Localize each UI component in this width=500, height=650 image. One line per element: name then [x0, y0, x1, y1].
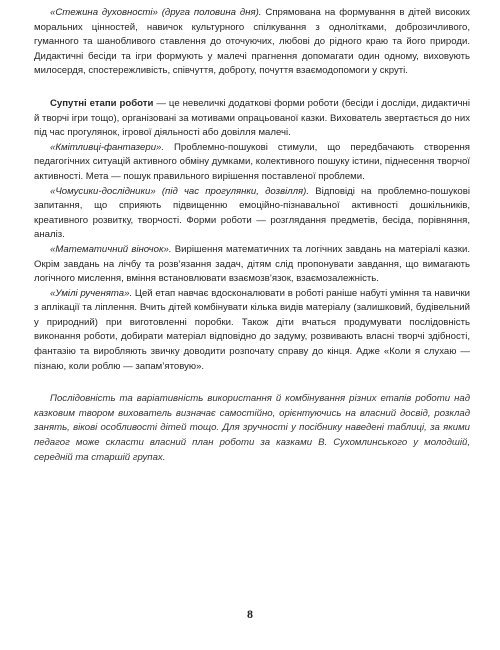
paragraph-spiritual-path — [34, 6, 470, 79]
paragraph-lead: Супутні етапи роботи — [50, 97, 154, 109]
paragraph-text: Цей етап навчає вдосконалювати в роботі раніше набуті уміння та навички з аплікації та ліплення. Вчить дітей комбінувати кілька видів матеріалу (залишковий, будівельний у природний) при виготовленні поробки. Також діти вчаться продумувати послідовність виконання роботи, добирати матеріал відповідно до задуму, розвивають власні творчі здібності, фантазію та виробляють звичку доводити розпочату справу до кінця. Адже «Коли я слухаю — пізнаю, коли роблю — запам’ятовую». — [34, 287, 470, 372]
paragraph-math-wreath — [34, 243, 470, 287]
paragraph-text: Спрямована на формування в дітей високих моральних цінностей, навичок культурного спілкування з однолітками, доброзичливого, гуманного та шанобливого ставлення до оточуючих, любові до рідного краю та його природи. Дидактичні бесіди та ігри формують у малечі прагнення допомагати один одному, виховують милосердя, спостережливість, співчуття, доброту, почуття взаємодопомоги у скруті. — [34, 7, 470, 77]
paragraph-lead: «Умілі рученята». — [50, 287, 133, 299]
paragraph-text: Проблемно-пошукові стимули, що передбачають створення педагогічних ситуацій активного обміну думками, колективного пошуку істини, піднесення творчої активності. Мета — пошук правильного вирішення поставленої проблеми. — [34, 141, 470, 182]
paragraph-curious-researchers — [34, 185, 470, 243]
paragraph-conclusion: Послідовність та варіативність використання й комбінування різних етапів роботи над казковим твором вихователь визначає самостійно, орієнтуючись на власний досвід, розклад занять, вікові особливості дітей тощо. Для зручності у посібнику наведені таблиці, за якими педагог може скласти власний план роботи за казками В. Сухомлинського у молодшій, середній та старшій групах. — [34, 393, 470, 463]
paragraph-clever-dreamers — [34, 141, 470, 185]
paragraph-lead: «Чомусики-дослідники» (під час прогулянки, дозвілля). — [50, 185, 310, 197]
paragraph-accompanying-stages — [34, 97, 470, 141]
paragraph-text: Вирішення математичних та логічних завдань на матеріалі казки. Окрім завдань на лічбу та розв’язання задач, дітям слід пропонувати завдання, що вимагають логічного мислення, вміння встановлювати взаємозв’язок, взаємозалежність. — [34, 243, 470, 285]
paragraph-lead: «Кмітливці-фантазери». — [50, 141, 165, 153]
page-number: 8 — [247, 607, 253, 621]
paragraph-text: Відповіді на проблемно-пошукові запитання, що сприяють підвищенню емоційно-пізнавальної активності дошкільників, креативного розвитку, творчості. Форми роботи — розглядання предметів, бесіда, порівняння, аналіз. — [34, 185, 470, 241]
paragraph-text: — це невеличкі додаткові форми роботи (бесіди і досліди, дидактичні й творчі ігри тощо), організовані за мотивами опрацьованої казки. Вихователь звертається до них під час прогулянок, ігрової діяльності або довілля малечі. — [34, 97, 470, 139]
paragraph-skillful-hands — [34, 287, 470, 375]
paragraph-lead: «Математичний віночок». — [50, 243, 172, 255]
paragraph-lead: «Стежина духовності» (друга половина дня). — [50, 7, 262, 18]
